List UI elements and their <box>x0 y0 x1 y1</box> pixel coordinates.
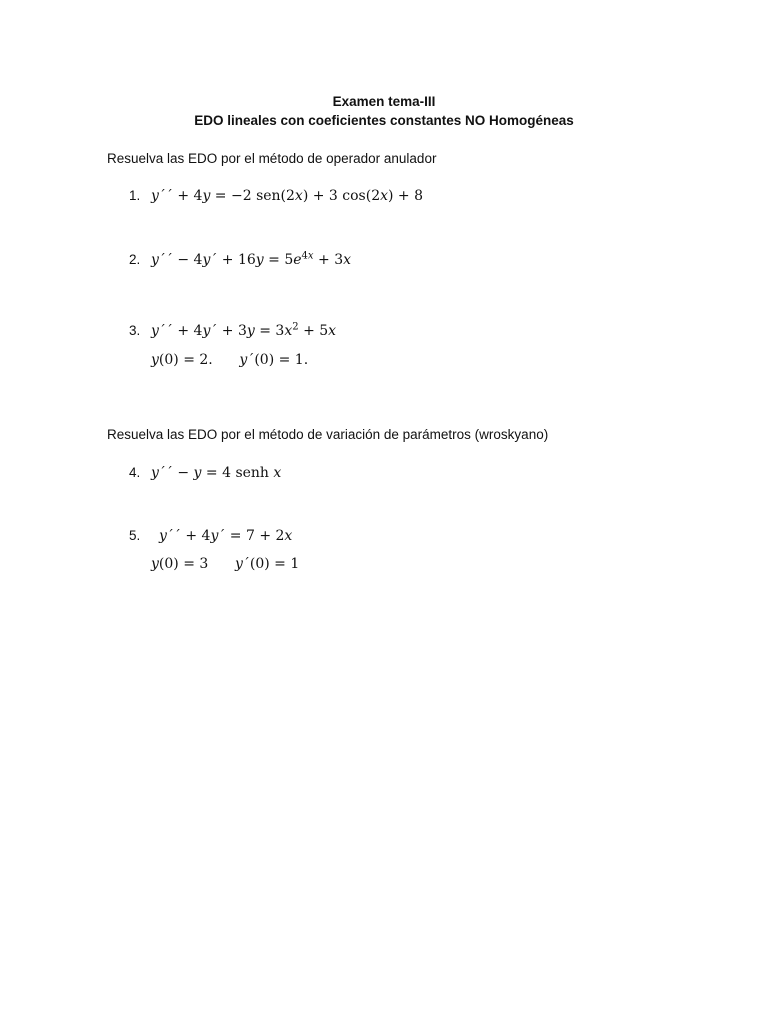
section-2-instruction: Resuelva las EDO por el método de variación de parámetros (wroskyano) <box>107 427 549 442</box>
problem-2-equation-tail: + 3𝑥 <box>313 252 351 268</box>
problem-2-number: 2. <box>129 252 141 267</box>
problem-4-number: 4. <box>129 465 141 480</box>
problem-5-number: 5. <box>129 528 141 543</box>
exam-title: Examen tema-III <box>332 94 436 109</box>
exam-subtitle: EDO lineales con coeficientes constantes NO Homogéneas <box>194 113 574 128</box>
problem-3-equation-exponent: 2 <box>292 321 299 333</box>
problem-5-equation: 𝑦´´ + 4𝑦´ = 7 + 2𝑥 <box>159 528 293 544</box>
problem-2-equation-exponent: 4𝑥 <box>301 250 314 262</box>
problem-3-equation-tail: + 5𝑥 <box>298 323 337 339</box>
problem-4-equation: 𝑦´´ − 𝑦 = 4 senh 𝑥 <box>151 465 282 481</box>
problem-3-number: 3. <box>129 323 141 338</box>
problem-5-initial-conditions: 𝑦(0) = 3 𝑦´(0) = 1 <box>151 556 300 572</box>
section-1-instruction: Resuelva las EDO por el método de operador anulador <box>107 151 437 166</box>
problem-3-initial-conditions: 𝑦(0) = 2. 𝑦´(0) = 1. <box>151 352 309 368</box>
problem-3-equation <box>151 322 336 340</box>
problem-2-equation <box>151 251 351 269</box>
problem-1-equation: 𝑦´´ + 4𝑦 = −2 sen(2𝑥) + 3 cos(2𝑥) + 8 <box>151 188 423 204</box>
problem-1-number: 1. <box>129 188 141 203</box>
problem-2-equation-base: 𝑦´´ − 4𝑦´ + 16𝑦 = 5𝑒 <box>151 252 302 268</box>
problem-3-equation-base: 𝑦´´ + 4𝑦´ + 3𝑦 = 3𝑥 <box>151 323 293 339</box>
